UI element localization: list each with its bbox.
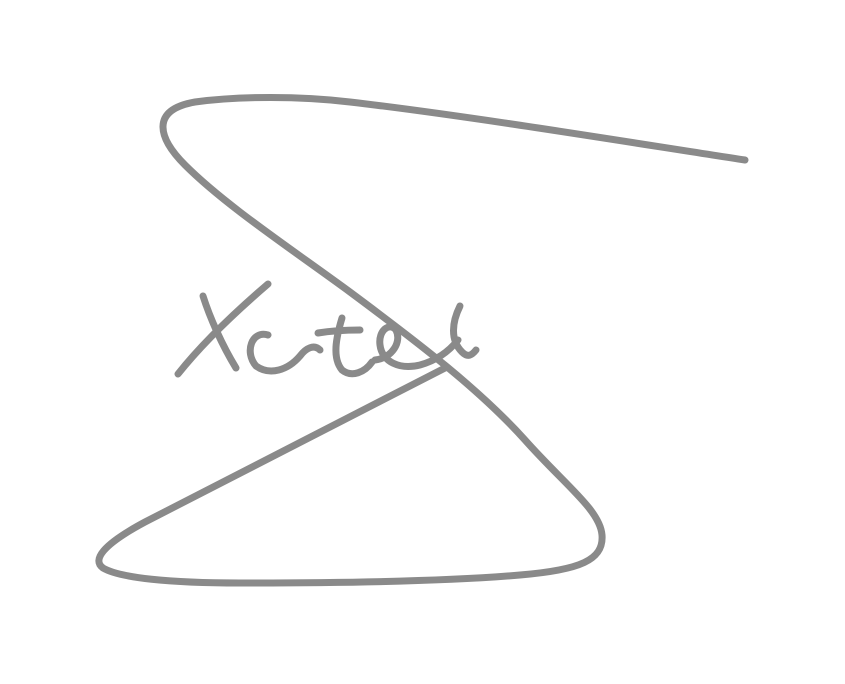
- signature-flourish: [99, 98, 745, 584]
- signature-tail: [454, 306, 477, 355]
- signature-ink: [99, 98, 745, 584]
- signature-letter-t: [318, 318, 372, 374]
- signature-letter-a: [250, 334, 320, 371]
